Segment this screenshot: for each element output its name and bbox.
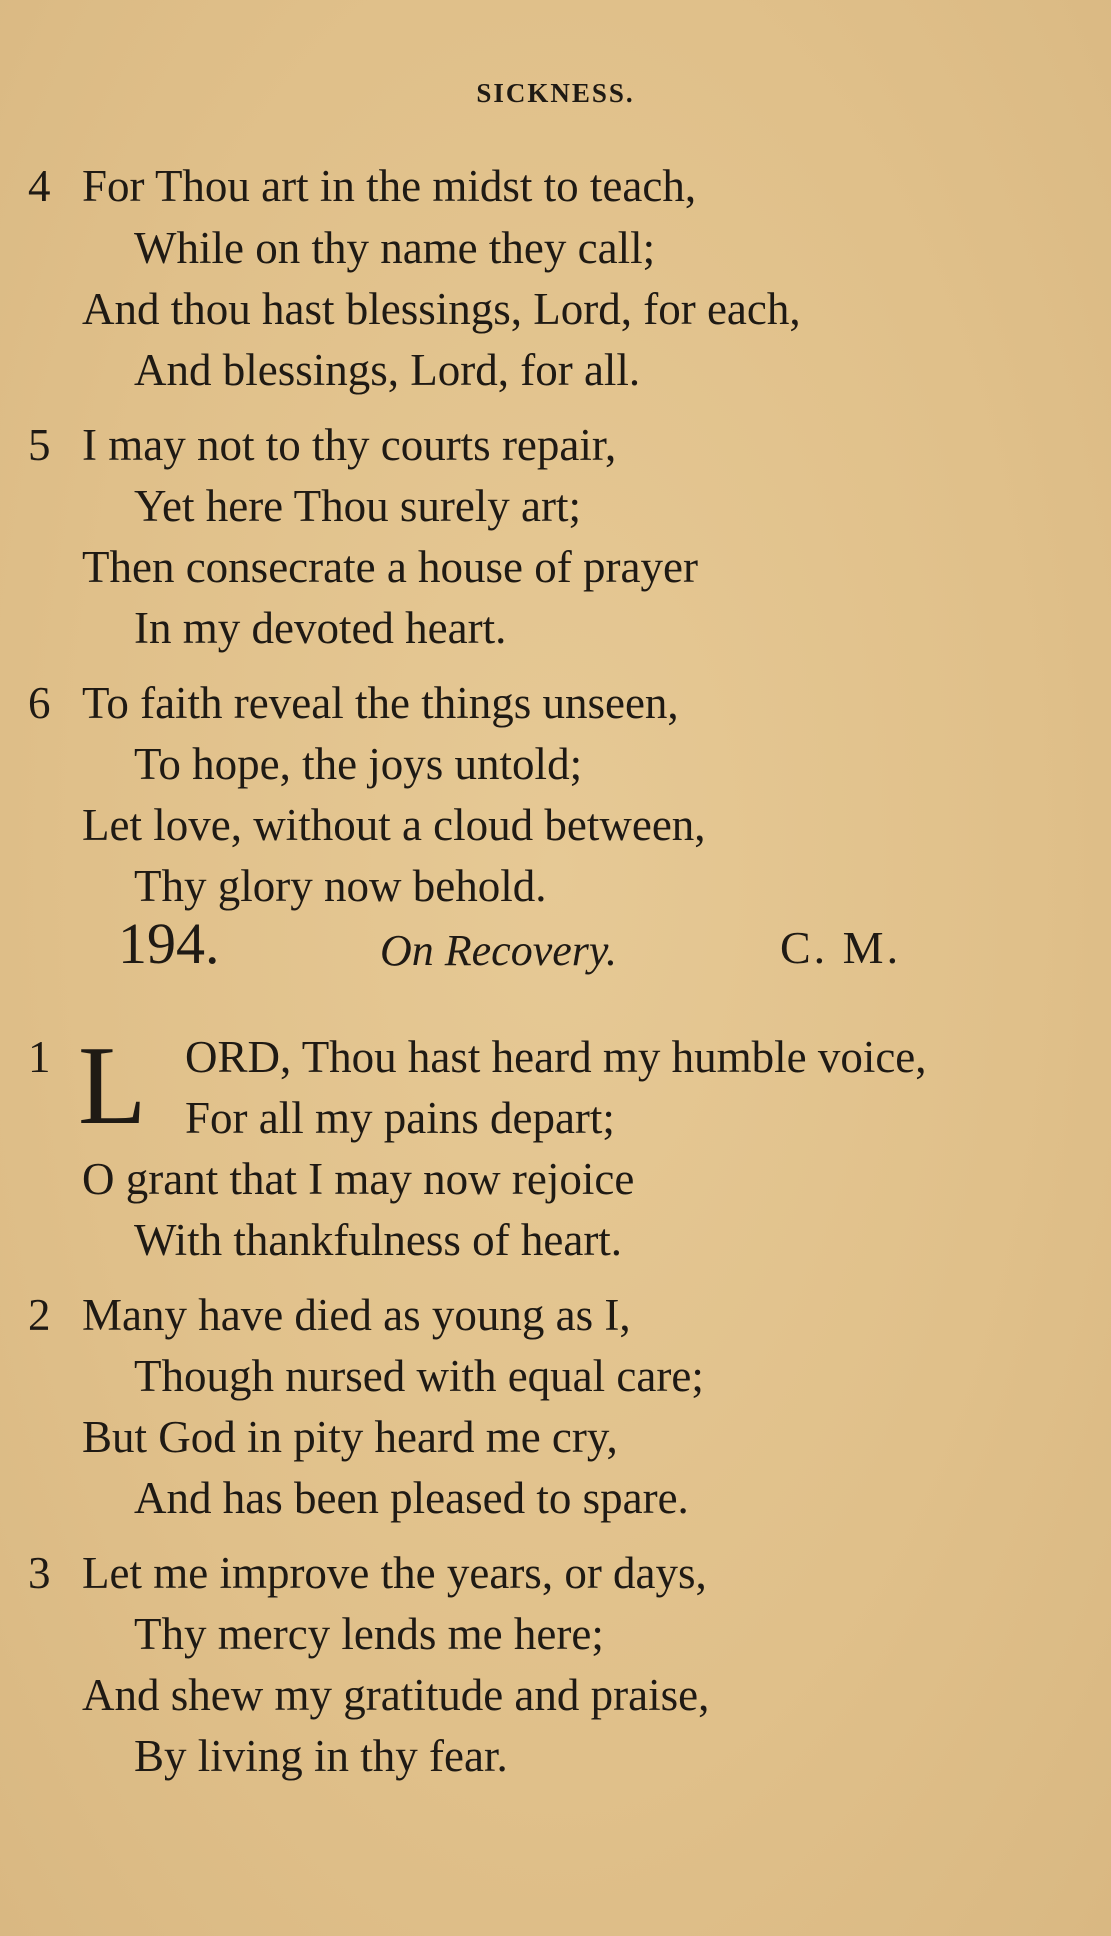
verse-line: Thy mercy lends me here; (134, 1609, 604, 1659)
verse-line: With thankfulness of heart. (134, 1215, 623, 1265)
running-head: SICKNESS. (476, 78, 635, 108)
verse-line: While on thy name they call; (134, 223, 656, 273)
verse-line: Yet here Thou surely art; (134, 481, 582, 531)
verse-line: Thy glory now behold. (134, 861, 547, 911)
verse-line: For all my pains depart; (185, 1093, 615, 1143)
verse-line: In my devoted heart. (134, 603, 507, 653)
verse-line: Let me improve the years, or days, (82, 1548, 707, 1598)
hymn-heading (0, 911, 1111, 976)
verse-line: Many have died as young as I, (82, 1290, 631, 1340)
verse-line: To hope, the joys untold; (134, 739, 583, 789)
stanza-number: 6 (28, 678, 51, 728)
verse-line: But God in pity heard me cry, (82, 1412, 618, 1462)
verse-line: And has been pleased to spare. (134, 1473, 689, 1523)
stanza-number: 3 (28, 1548, 51, 1598)
stanza-number: 4 (28, 161, 51, 211)
drop-cap: L (78, 1024, 147, 1148)
verse-line: Though nursed with equal care; (134, 1351, 704, 1401)
verse-line: And shew my gratitude and praise, (82, 1670, 710, 1720)
hymn-title: On Recovery. (380, 926, 617, 975)
stanza-number: 5 (28, 420, 51, 470)
verse-line: And thou hast blessings, Lord, for each, (82, 284, 801, 334)
stanza-number: 2 (28, 1290, 51, 1340)
verse-line: For Thou art in the midst to teach, (82, 161, 697, 211)
verse-line: ORD, Thou hast heard my humble voice, (185, 1032, 927, 1082)
verse-line: To faith reveal the things unseen, (82, 678, 679, 728)
verse-line: Then consecrate a house of prayer (82, 542, 698, 592)
verse-line: I may not to thy courts repair, (82, 420, 617, 470)
hymn-number: 194. (118, 911, 220, 976)
verse-line: Let love, without a cloud between, (82, 800, 706, 850)
hymn-meter: C. M. (780, 922, 902, 973)
verse-line: By living in thy fear. (134, 1731, 508, 1781)
stanza-number: 1 (28, 1032, 51, 1082)
verse-line: And blessings, Lord, for all. (134, 345, 641, 395)
verse-line: O grant that I may now rejoice (82, 1154, 635, 1204)
